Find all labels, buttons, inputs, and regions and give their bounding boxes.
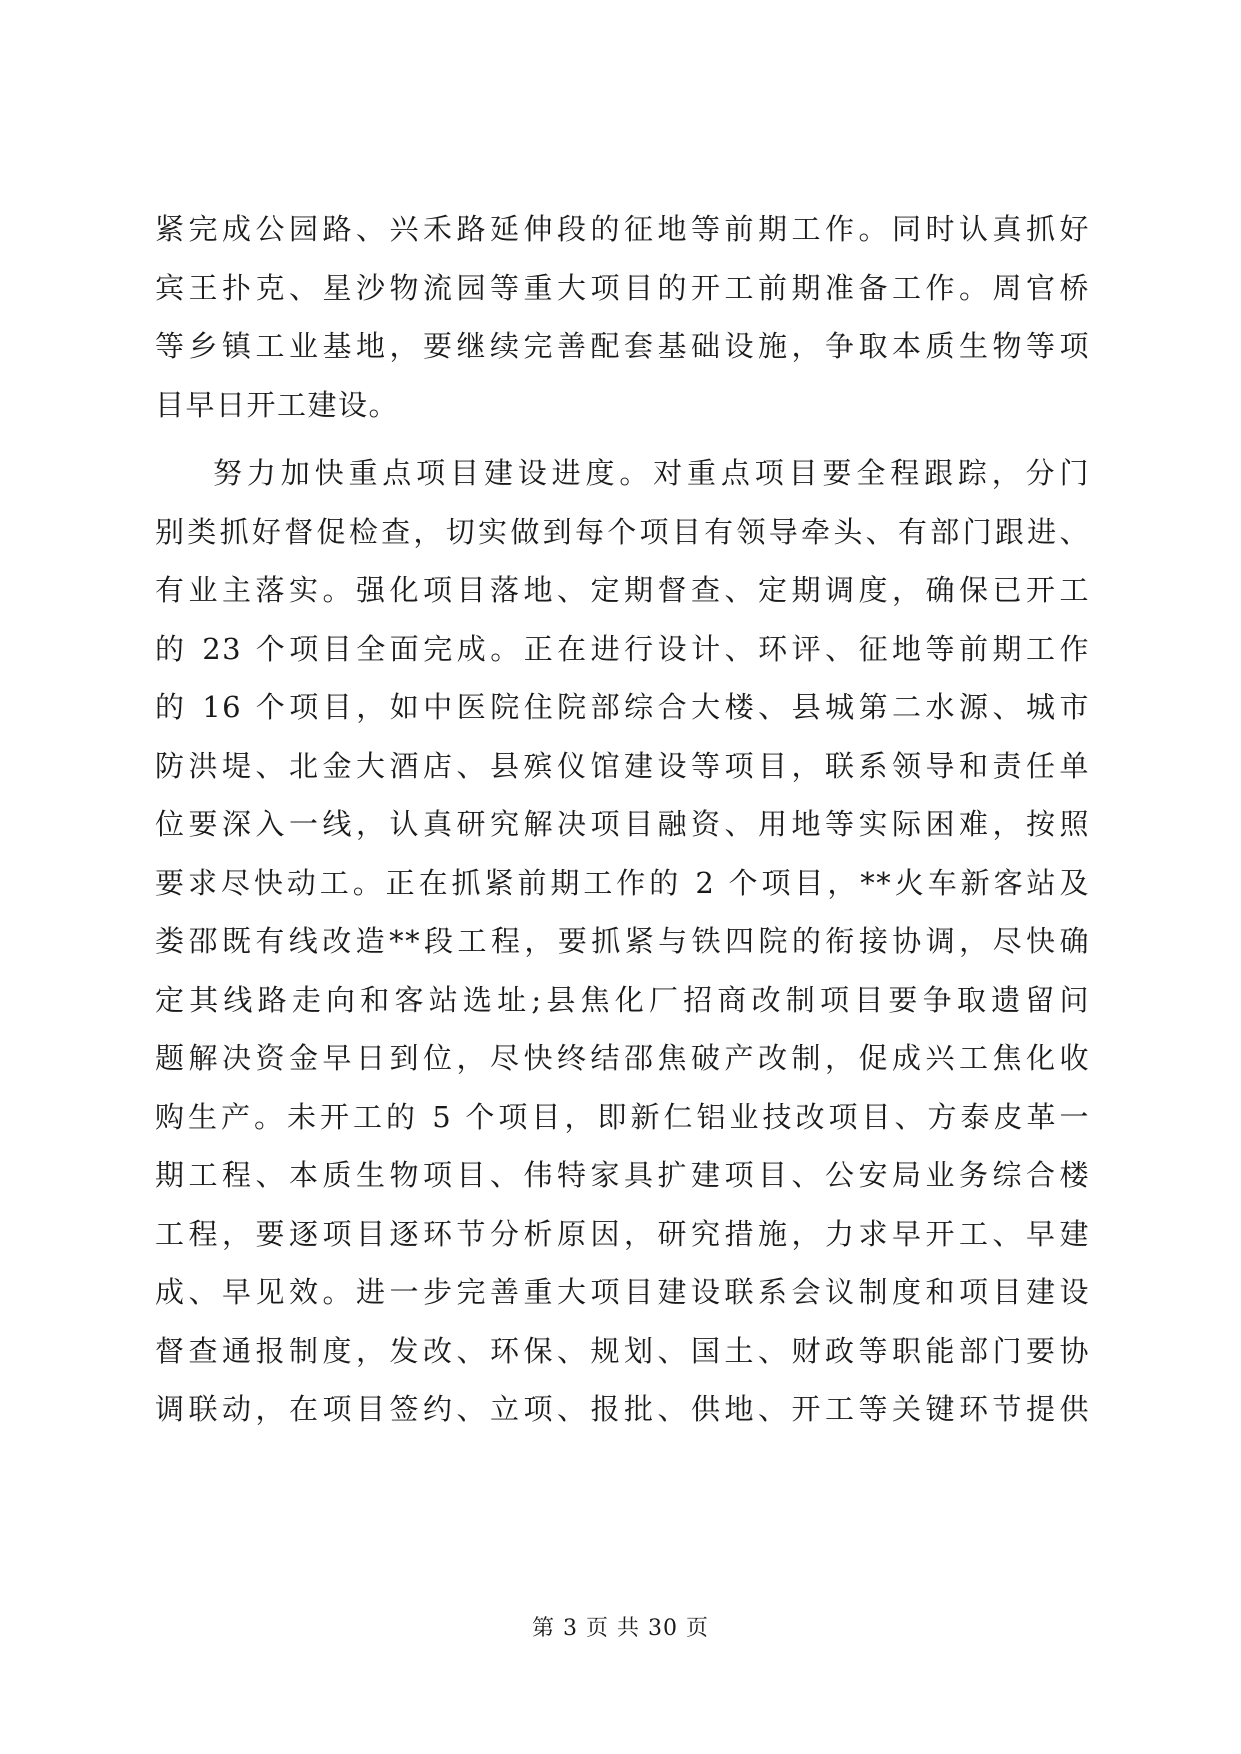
text-line: 别类抓好督促检查，切实做到每个项目有领导牵头、有部门跟进、 [155,514,1090,549]
text-line: 等乡镇工业基地，要继续完善配套基础设施，争取本质生物等项 [155,329,1090,363]
text-line: 目早日开工建设。 [155,387,400,422]
text-line: 期工程、本质生物项目、伟特家具扩建项目、公安局业务综合楼 [155,1158,1090,1192]
text-line: 工程，要逐项目逐环节分析原因，研究措施，力求早开工、早建 [155,1216,1090,1251]
text-line: 的 16 个项目，如中医院住院部综合大楼、县城第二水源、城市 [155,690,1090,724]
text-line: 娄邵既有线改造**段工程，要抓紧与铁四院的衔接协调，尽快确 [155,924,1090,958]
text-line: 的 23 个项目全面完成。正在进行设计、环评、征地等前期工作 [155,631,1090,666]
text-line: 调联动，在项目签约、立项、报批、供地、开工等关键环节提供 [155,1392,1090,1426]
text-line: 督查通报制度，发改、环保、规划、国土、财政等职能部门要协 [155,1333,1090,1368]
text-line: 防洪堤、北金大酒店、县殡仪馆建设等项目，联系领导和责任单 [155,748,1090,783]
paragraph [155,200,1090,434]
text-line: 紧完成公园路、兴禾路延伸段的征地等前期工作。同时认真抓好 [155,212,1090,246]
text-line: 努力加快重点项目建设进度。对重点项目要全程跟踪，分门 [213,456,1090,490]
page-number-footer: 第 3 页 共 30 页 [532,1616,709,1641]
text-line: 题解决资金早日到位，尽快终结邵焦破产改制，促成兴工焦化收 [155,1041,1090,1075]
text-line: 购生产。未开工的 5 个项目，即新仁铝业技改项目、方泰皮革一 [155,1099,1090,1134]
paragraph-gap [155,434,1090,444]
text-line: 宾王扑克、星沙物流园等重大项目的开工前期准备工作。周官桥 [155,270,1090,305]
text-line: 位要深入一线，认真研究解决项目融资、用地等实际困难，按照 [155,807,1090,841]
paragraph [155,444,1090,1439]
text-line: 成、早见效。进一步完善重大项目建设联系会议制度和项目建设 [155,1275,1090,1309]
text-line: 有业主落实。强化项目落地、定期督查、定期调度，确保已开工 [155,573,1090,607]
text-line: 定其线路走向和客站选址;县焦化厂招商改制项目要争取遗留问 [155,982,1090,1017]
document-body [155,200,1090,1439]
text-line: 要求尽快动工。正在抓紧前期工作的 2 个项目，**火车新客站及 [155,865,1090,900]
